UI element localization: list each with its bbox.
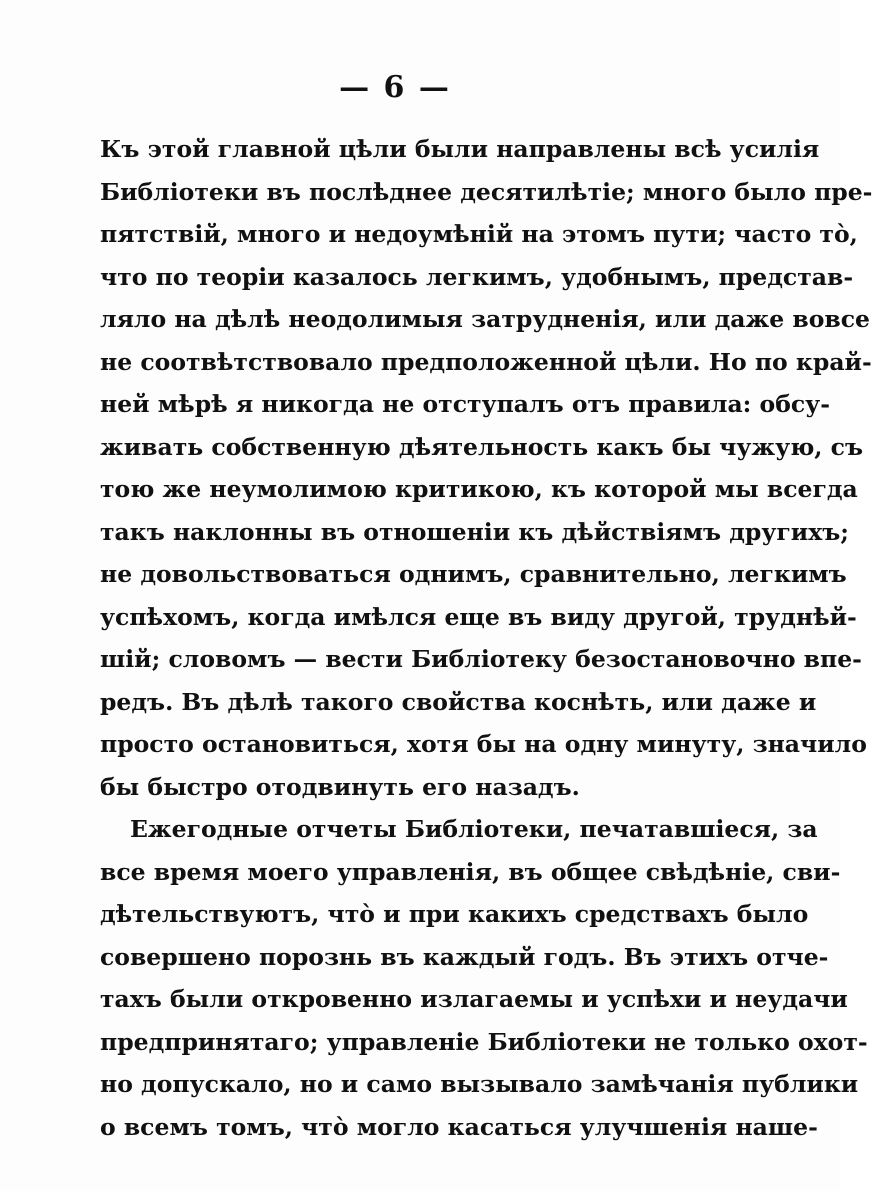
paragraph-2 <box>100 808 868 1148</box>
text-line: живать собственную дѣятельность какъ бы чужую, съ <box>100 432 863 461</box>
text-line: что по теоріи казалось легкимъ, удобнымъ, представ- <box>100 262 854 291</box>
text-line: дѣтельствуютъ, что̀ и при какихъ средствахъ было <box>100 900 809 928</box>
text-line: пятствій, много и недоумѣній на этомъ пути; часто то̀, <box>100 220 858 248</box>
text-line: Библіотеки въ послѣднее десятилѣтіе; много было пре- <box>100 177 872 206</box>
text-line: о всемъ томъ, что̀ могло касаться улучшенія наше- <box>100 1112 818 1141</box>
text-line: не довольствоваться однимъ, сравнительно, легкимъ <box>100 560 847 588</box>
text-line: но допускало, но и само вызывало замѣчанія публики <box>100 1070 859 1098</box>
text-line: шій; словомъ — вести Библіотеку безостановочно впе- <box>100 645 862 673</box>
paragraph-1 <box>100 128 872 808</box>
text-line: успѣхомъ, когда имѣлся еще въ виду другой, труднѣй- <box>100 602 857 631</box>
text-line: совершено порознь въ каждый годъ. Въ этихъ отче- <box>100 942 829 971</box>
text-line: просто остановиться, хотя бы на одну минуту, значило <box>100 730 867 758</box>
text-line: все время моего управленія, въ общее свѣдѣніе, сви- <box>100 857 841 886</box>
text-line: редъ. Въ дѣлѣ такого свойства коснѣть, или даже и <box>100 687 817 716</box>
body-text <box>100 128 872 1148</box>
text-line: ляло на дѣлѣ неодолимыя затрудненія, или даже вовсе <box>100 305 870 333</box>
text-line: бы быстро отодвинуть его назадъ. <box>100 772 580 801</box>
text-line: не соотвѣтствовало предположенной цѣли. Но по край- <box>100 347 872 376</box>
page-number: — 6 — <box>339 70 451 105</box>
text-line: такъ наклонны въ отношеніи къ дѣйствіямъ другихъ; <box>100 517 849 546</box>
text-line: тою же неумолимою критикою, къ которой мы всегда <box>100 475 858 503</box>
text-line: тахъ были откровенно излагаемы и успѣхи и неудачи <box>100 985 848 1013</box>
text-line: Къ этой главной цѣли были направлены всѣ усилія <box>100 135 820 163</box>
text-line: предпринятаго; управленіе Библіотеки не только охот- <box>100 1027 868 1056</box>
text-line: Ежегодные отчеты Библіотеки, печатавшіеся, за <box>130 815 818 843</box>
text-line: ней мѣрѣ я никогда не отступалъ отъ правила: обсу- <box>100 390 830 418</box>
